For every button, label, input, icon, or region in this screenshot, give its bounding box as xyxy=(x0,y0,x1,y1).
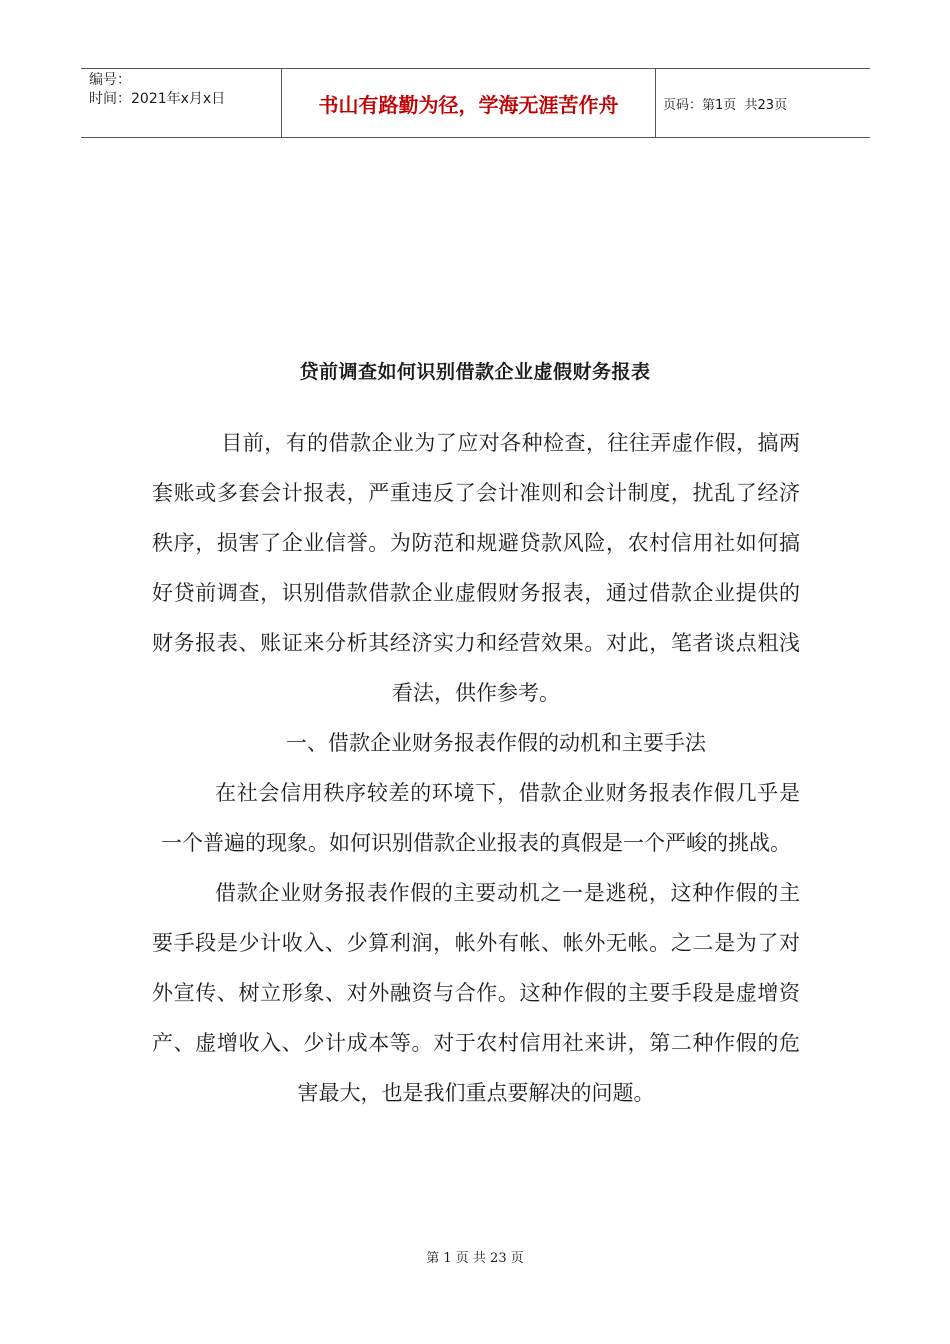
document-time-label: 时间：2021年x月x日 xyxy=(89,91,226,107)
document-number-label: 编号： xyxy=(89,72,131,88)
page-header xyxy=(81,68,870,138)
header-left-cell xyxy=(81,69,281,137)
header-motto: 书山有路勤为径，学海无涯苦作舟 xyxy=(281,69,656,137)
body-paragraph: 在社会信用秩序较差的环境下，借款企业财务报表作假几乎是一个普遍的现象。如何识别借款企业报表的真假是一个严峻的挑战。 xyxy=(161,781,800,855)
body-paragraph: 借款企业财务报表作假的主要动机之一是逃税，这种作假的主要手段是少计收入、少算利润，帐外有帐、帐外无帐。之二是为了对外宣传、树立形象、对外融资与合作。这种作假的主要手段是虚增资产、虚增收入、少计成本等。对于农村信用社来讲，第二种作假的危害最大，也是我们重点要解决的问题。 xyxy=(152,881,800,1105)
document-title: 贷前调查如何识别借款企业虚假财务报表 xyxy=(299,361,651,383)
page-footer: 第 1 页 共 23 页 xyxy=(426,1251,524,1266)
header-page-info: 页码：第1页 共23页 xyxy=(663,97,788,113)
body-paragraph: 目前，有的借款企业为了应对各种检查，往往弄虚作假，搞两套账或多套会计报表，严重违反了会计准则和会计制度，扰乱了经济秩序，损害了企业信誉。为防范和规避贷款风险，农村信用社如何搞好贷前调查，识别借款借款企业虚假财务报表，通过借款企业提供的财务报表、账证来分析其经济实力和经营效果。对此，笔者谈点粗浅看法，供作参考。 xyxy=(152,431,800,705)
document-body xyxy=(152,418,800,1118)
section-heading: 一、借款企业财务报表作假的动机和主要手法 xyxy=(286,731,706,755)
